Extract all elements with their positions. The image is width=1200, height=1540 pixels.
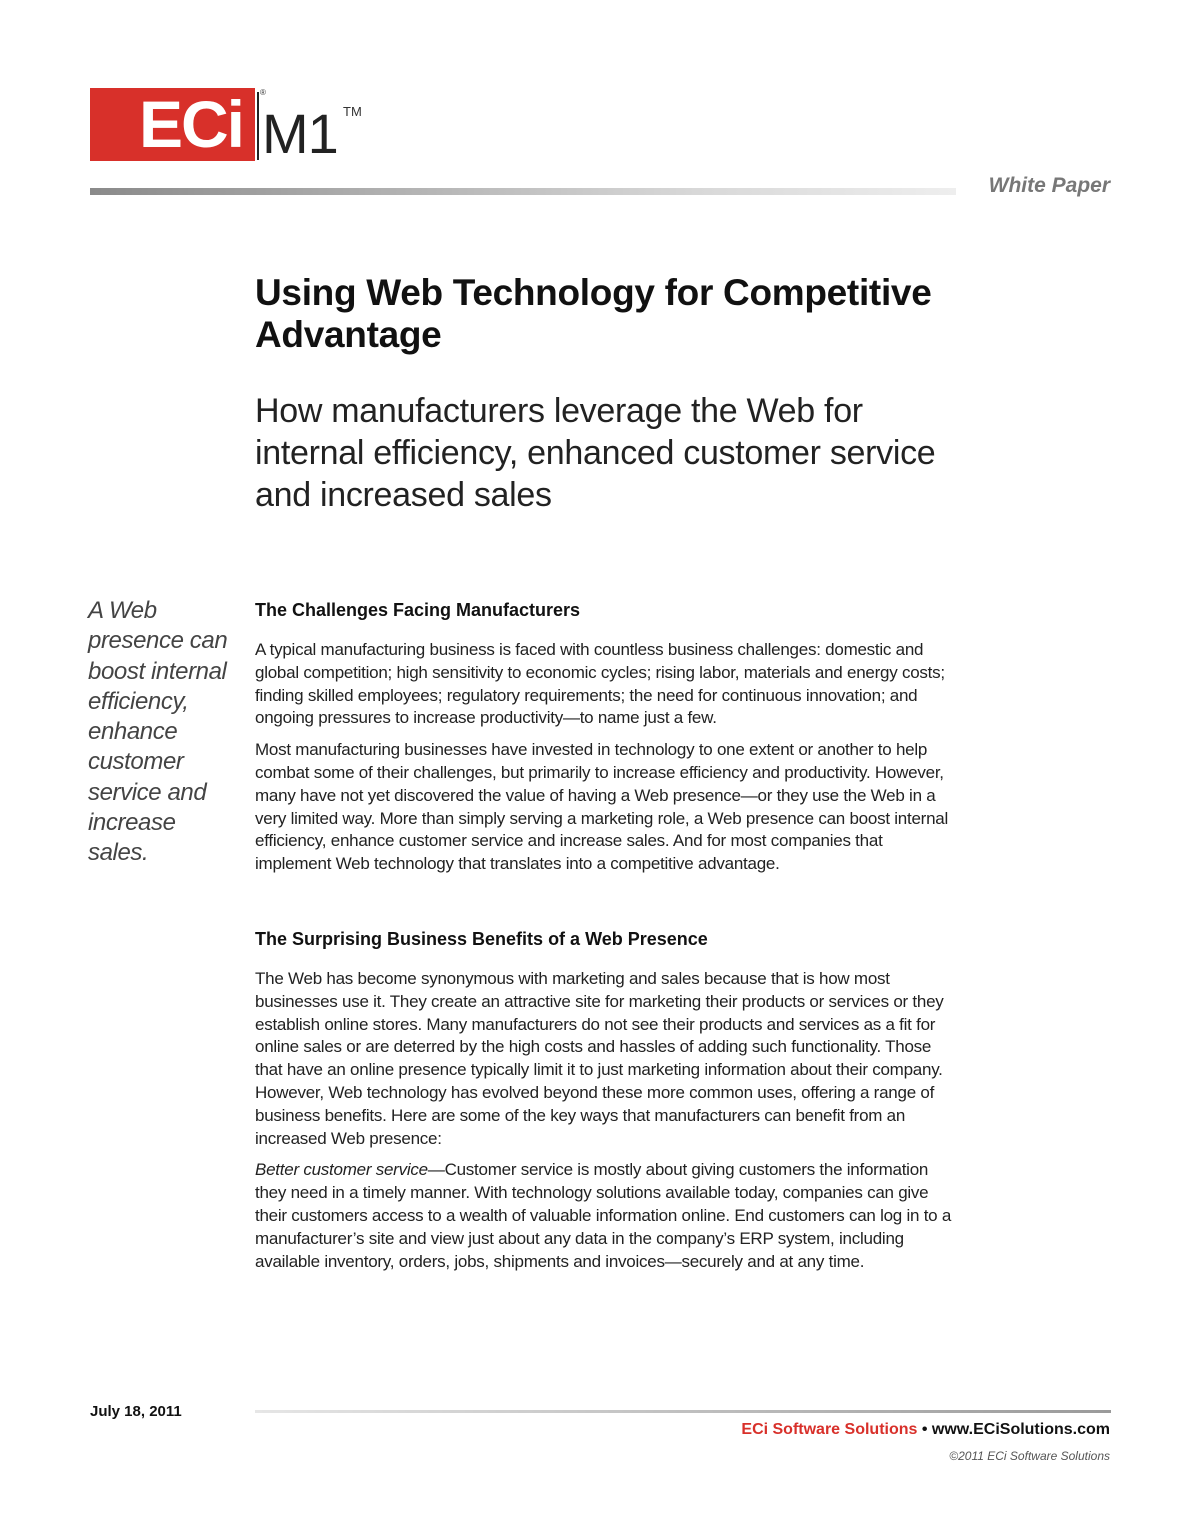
logo-product-text: M1 [262,102,338,165]
pull-quote: A Web presence can boost internal efficiency, enhance customer service and increase sales. [88,597,228,867]
benefit-text: —Customer service is mostly about giving customers the information they need in a timely manner. With technology solutions available today, companies can give their customers access to a wealth of valuable information online. End customers can log in to a manufacturer’s site and view just about any data in the company’s ERP system, including available inventory, orders, jobs, shipments and invoices—securely and at any time. [255,1160,952,1271]
benefit-paragraph [255,1159,960,1273]
footer-separator: • [917,1421,932,1438]
body-paragraph: A typical manufacturing business is faced with countless business challenges: domestic and global competition; high sensitivity to economic cycles; rising labor, materials and energy costs; finding skilled employees; regulatory requirements; the need for continuous innovation; and ongoing pressures to increase productivity—to name just a few. [255,640,945,728]
benefit-label: Better customer service [255,1160,428,1180]
logo-divider [257,92,259,160]
body-paragraph: The Web has become synonymous with marketing and sales because that is how most businesses use it. They create an attractive site for marketing their products or services or they establish online stores. Many manufacturers do not see their products and services as a fit for online sales or are deterred by the high costs and hassles of adding such functionality. Those that have an online presence typically limit it to just marketing information about their company. However, Web technology has evolved beyond these more common uses, offering a range of business benefits. Here are some of the key ways that manufacturers can benefit from an increased Web presence: [255,968,944,1148]
publication-date: July 18, 2011 [90,1403,182,1420]
body-paragraph: Most manufacturing businesses have invested in technology to one extent or another to help combat some of their challenges, but primarily to increase efficiency and productivity. However, many have not yet discovered the value of having a Web presence—or they use the Web in a very limited way. More than simply serving a marketing role, a Web presence can boost internal efficiency, enhance customer service and increase sales. And for most companies that implement Web technology that translates into a competitive advantage. [255,740,949,874]
registered-mark: ® [260,88,266,97]
footer-brand-line [741,1421,1110,1439]
trademark-mark: TM [343,104,362,119]
body-content [255,600,960,1282]
doc-type-label: White Paper [988,174,1110,197]
eci-logo-block [90,88,255,161]
page-subtitle: How manufacturers leverage the Web for internal efficiency, enhanced customer service and increased sales [255,392,936,514]
header-rule [90,188,956,195]
page-title: Using Web Technology for Competitive Advantage [255,272,932,355]
copyright: ©2011 ECi Software Solutions [949,1449,1110,1463]
footer-website-link[interactable]: www.ECiSolutions.com [931,1421,1110,1438]
section-heading: The Surprising Business Benefits of a Web Presence [255,928,708,949]
footer-rule [255,1410,1111,1413]
footer-company: ECi Software Solutions [741,1421,918,1438]
logo-brand-text: ECi [138,87,243,161]
section-heading: The Challenges Facing Manufacturers [255,600,581,620]
